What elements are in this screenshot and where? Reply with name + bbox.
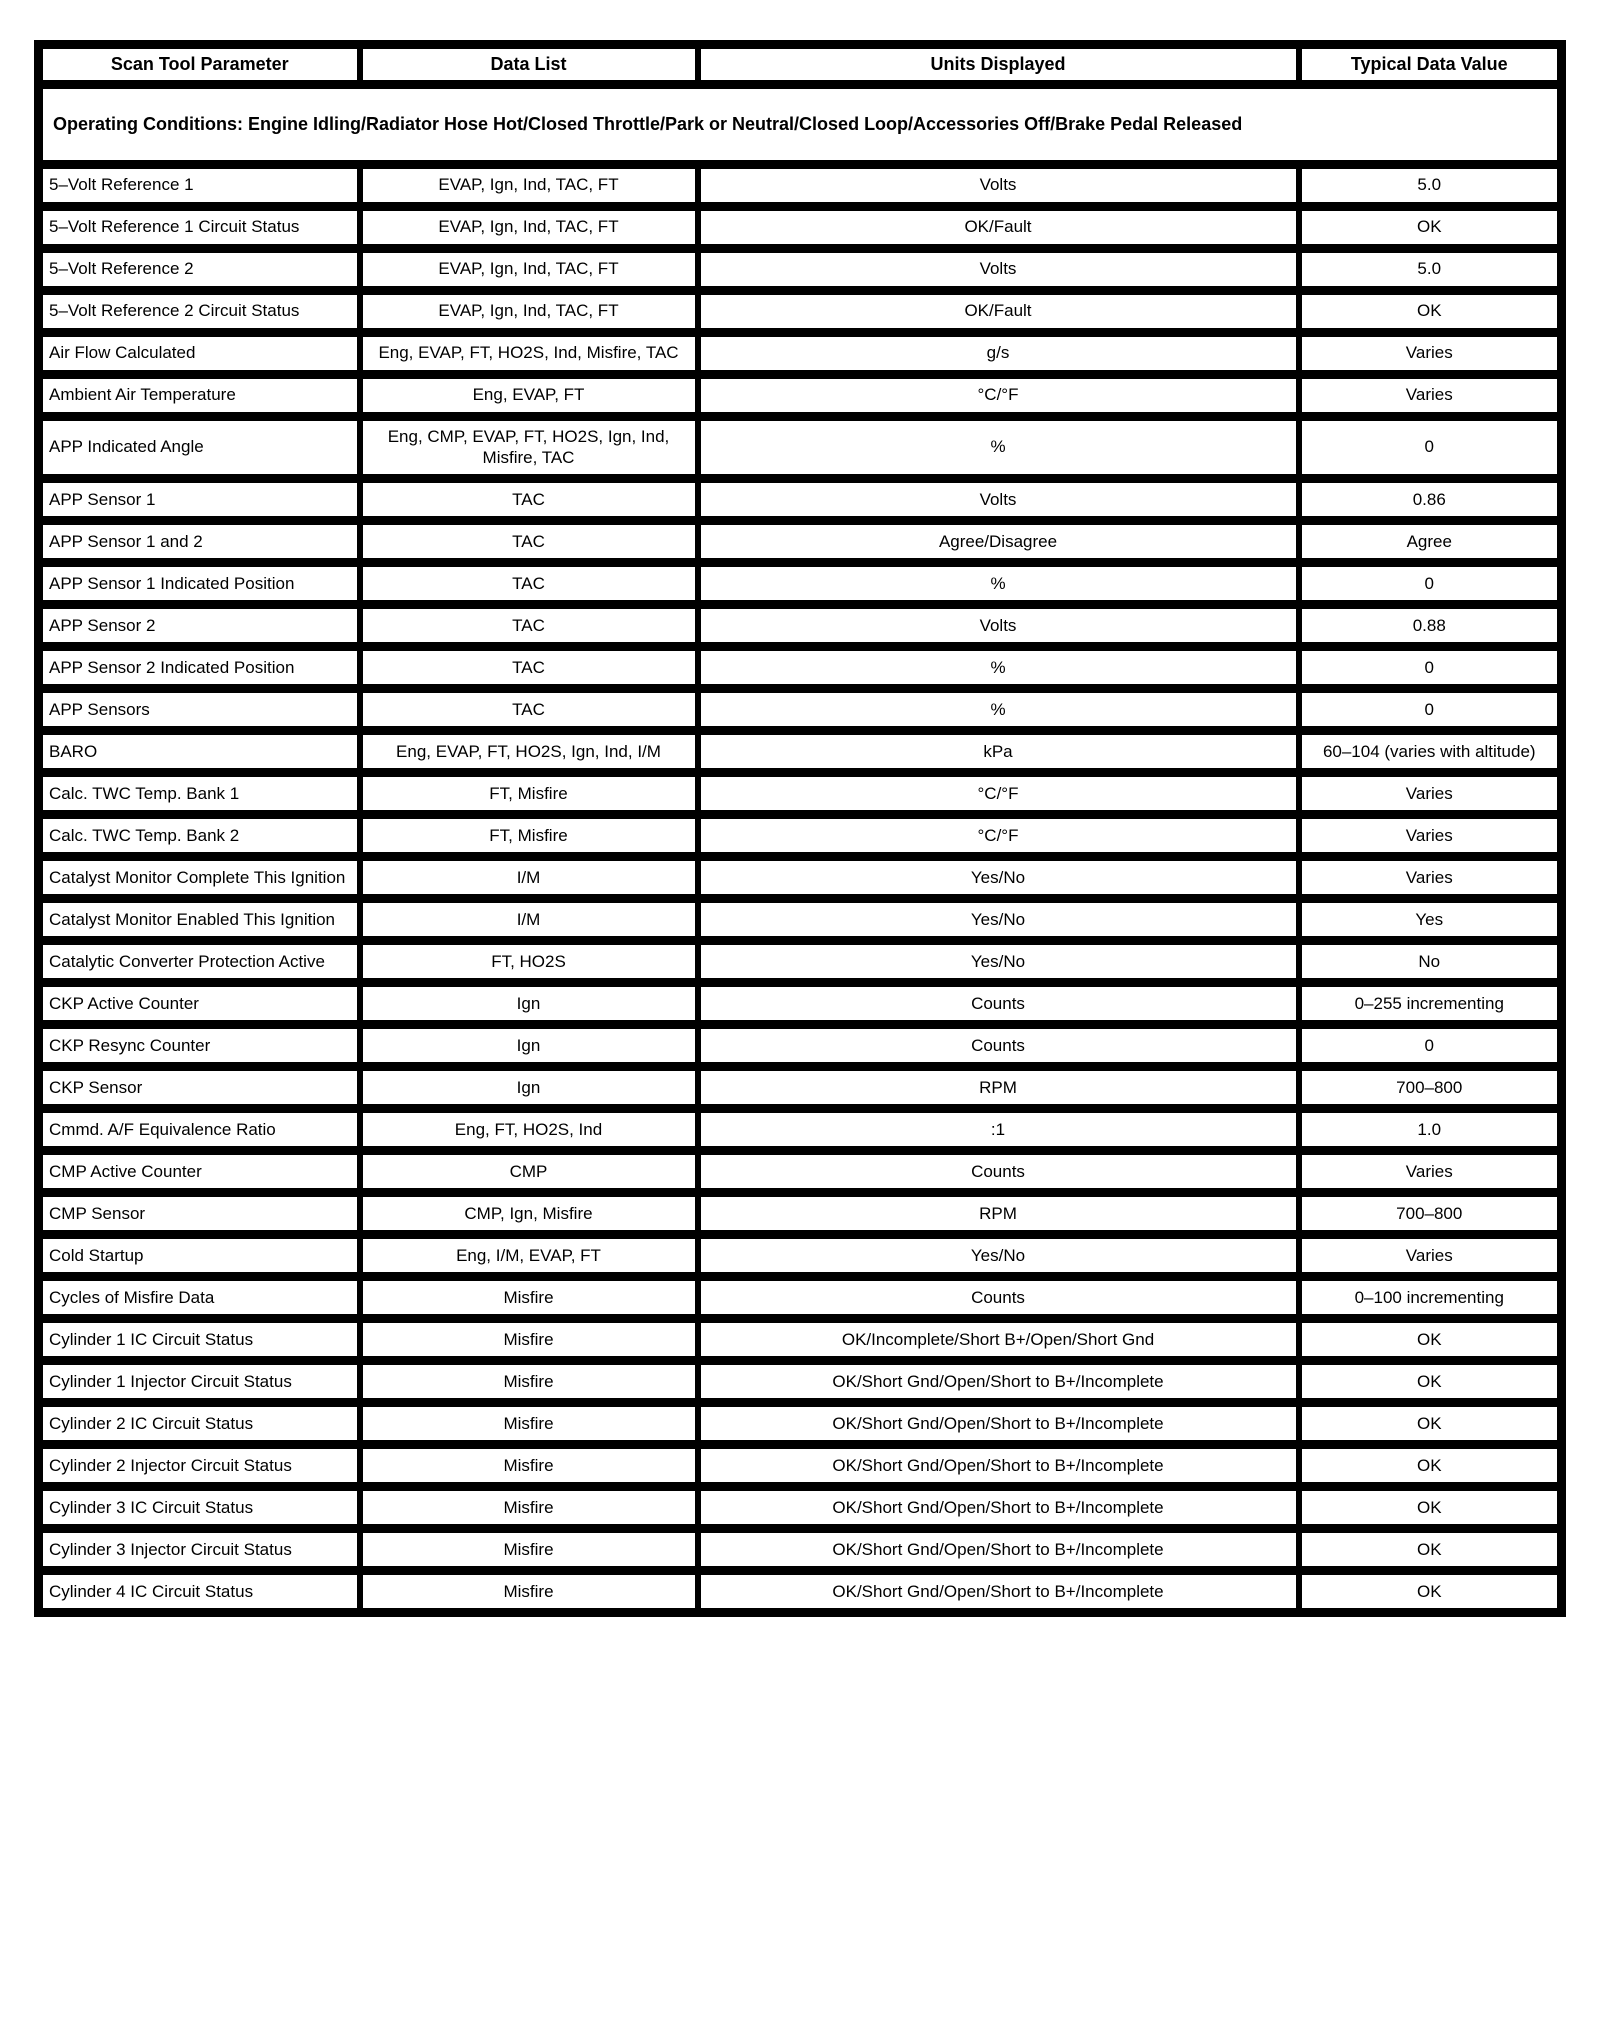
units-cell: OK/Fault — [698, 207, 1299, 249]
table-row — [39, 479, 1562, 521]
value-cell: 60–104 (varies with altitude) — [1299, 731, 1562, 773]
data-list-cell: Misfire — [360, 1445, 698, 1487]
param-cell: APP Sensor 1 and 2 — [39, 521, 360, 563]
table-row — [39, 941, 1562, 983]
table-row — [39, 563, 1562, 605]
value-cell: 0.86 — [1299, 479, 1562, 521]
data-list-cell: EVAP, Ign, Ind, TAC, FT — [360, 291, 698, 333]
scan-tool-data-table — [34, 40, 1566, 1617]
table-row — [39, 815, 1562, 857]
table-row — [39, 1529, 1562, 1571]
value-cell: 700–800 — [1299, 1067, 1562, 1109]
data-list-cell: Eng, FT, HO2S, Ind — [360, 1109, 698, 1151]
table-row — [39, 1193, 1562, 1235]
units-cell: Yes/No — [698, 941, 1299, 983]
value-cell: OK — [1299, 1361, 1562, 1403]
table-row — [39, 1445, 1562, 1487]
table-row — [39, 1109, 1562, 1151]
data-list-cell: Misfire — [360, 1571, 698, 1613]
param-cell: Air Flow Calculated — [39, 333, 360, 375]
table-row — [39, 333, 1562, 375]
data-list-cell: EVAP, Ign, Ind, TAC, FT — [360, 249, 698, 291]
data-list-cell: CMP — [360, 1151, 698, 1193]
units-cell: % — [698, 417, 1299, 479]
value-cell: OK — [1299, 1445, 1562, 1487]
value-cell: Varies — [1299, 1235, 1562, 1277]
table-row — [39, 417, 1562, 479]
value-cell: 5.0 — [1299, 165, 1562, 207]
value-cell: 5.0 — [1299, 249, 1562, 291]
value-cell: OK — [1299, 1403, 1562, 1445]
param-cell: Calc. TWC Temp. Bank 1 — [39, 773, 360, 815]
data-list-cell: Eng, CMP, EVAP, FT, HO2S, Ign, Ind, Misfire, TAC — [360, 417, 698, 479]
table-row — [39, 375, 1562, 417]
table-row — [39, 249, 1562, 291]
units-cell: RPM — [698, 1193, 1299, 1235]
param-cell: Cold Startup — [39, 1235, 360, 1277]
units-cell: °C/°F — [698, 375, 1299, 417]
units-cell: °C/°F — [698, 815, 1299, 857]
data-list-cell: Misfire — [360, 1277, 698, 1319]
value-cell: No — [1299, 941, 1562, 983]
data-list-cell: Misfire — [360, 1361, 698, 1403]
param-cell: Catalytic Converter Protection Active — [39, 941, 360, 983]
units-cell: OK/Short Gnd/Open/Short to B+/Incomplete — [698, 1403, 1299, 1445]
units-cell: OK/Short Gnd/Open/Short to B+/Incomplete — [698, 1445, 1299, 1487]
data-list-cell: Ign — [360, 983, 698, 1025]
units-cell: °C/°F — [698, 773, 1299, 815]
table-row — [39, 773, 1562, 815]
data-list-cell: EVAP, Ign, Ind, TAC, FT — [360, 207, 698, 249]
col-header-data-list: Data List — [360, 45, 698, 85]
data-list-cell: Ign — [360, 1067, 698, 1109]
value-cell: 0 — [1299, 689, 1562, 731]
value-cell: OK — [1299, 291, 1562, 333]
param-cell: 5–Volt Reference 1 — [39, 165, 360, 207]
data-list-cell: TAC — [360, 521, 698, 563]
units-cell: Counts — [698, 1025, 1299, 1067]
units-cell: Yes/No — [698, 899, 1299, 941]
value-cell: Varies — [1299, 333, 1562, 375]
param-cell: Catalyst Monitor Enabled This Ignition — [39, 899, 360, 941]
units-cell: OK/Short Gnd/Open/Short to B+/Incomplete — [698, 1361, 1299, 1403]
value-cell: Yes — [1299, 899, 1562, 941]
param-cell: APP Sensors — [39, 689, 360, 731]
units-cell: Yes/No — [698, 857, 1299, 899]
data-list-cell: TAC — [360, 479, 698, 521]
data-list-cell: Misfire — [360, 1529, 698, 1571]
units-cell: Volts — [698, 605, 1299, 647]
param-cell: CKP Sensor — [39, 1067, 360, 1109]
value-cell: 1.0 — [1299, 1109, 1562, 1151]
table-row — [39, 1403, 1562, 1445]
units-cell: :1 — [698, 1109, 1299, 1151]
data-list-cell: Eng, EVAP, FT, HO2S, Ign, Ind, I/M — [360, 731, 698, 773]
value-cell: 0 — [1299, 1025, 1562, 1067]
value-cell: Varies — [1299, 375, 1562, 417]
units-cell: Counts — [698, 1277, 1299, 1319]
data-list-cell: TAC — [360, 605, 698, 647]
param-cell: 5–Volt Reference 2 Circuit Status — [39, 291, 360, 333]
data-list-cell: TAC — [360, 563, 698, 605]
param-cell: Cylinder 4 IC Circuit Status — [39, 1571, 360, 1613]
param-cell: APP Sensor 2 — [39, 605, 360, 647]
param-cell: 5–Volt Reference 1 Circuit Status — [39, 207, 360, 249]
param-cell: APP Indicated Angle — [39, 417, 360, 479]
value-cell: Varies — [1299, 1151, 1562, 1193]
table-row — [39, 983, 1562, 1025]
data-list-cell: CMP, Ign, Misfire — [360, 1193, 698, 1235]
param-cell: APP Sensor 1 Indicated Position — [39, 563, 360, 605]
data-list-cell: I/M — [360, 857, 698, 899]
param-cell: Catalyst Monitor Complete This Ignition — [39, 857, 360, 899]
value-cell: Agree — [1299, 521, 1562, 563]
table-row — [39, 521, 1562, 563]
value-cell: 0 — [1299, 563, 1562, 605]
param-cell: Calc. TWC Temp. Bank 2 — [39, 815, 360, 857]
table-row — [39, 689, 1562, 731]
units-cell: Volts — [698, 479, 1299, 521]
table-row — [39, 1487, 1562, 1529]
value-cell: 0–255 incrementing — [1299, 983, 1562, 1025]
units-cell: Agree/Disagree — [698, 521, 1299, 563]
value-cell: Varies — [1299, 773, 1562, 815]
value-cell: 0.88 — [1299, 605, 1562, 647]
param-cell: CKP Resync Counter — [39, 1025, 360, 1067]
table-body — [39, 85, 1562, 1613]
param-cell: APP Sensor 1 — [39, 479, 360, 521]
units-cell: kPa — [698, 731, 1299, 773]
value-cell: OK — [1299, 207, 1562, 249]
table-row — [39, 857, 1562, 899]
param-cell: Cylinder 3 Injector Circuit Status — [39, 1529, 360, 1571]
value-cell: OK — [1299, 1529, 1562, 1571]
param-cell: CKP Active Counter — [39, 983, 360, 1025]
data-list-cell: EVAP, Ign, Ind, TAC, FT — [360, 165, 698, 207]
units-cell: % — [698, 563, 1299, 605]
table-header — [39, 45, 1562, 85]
units-cell: OK/Short Gnd/Open/Short to B+/Incomplete — [698, 1529, 1299, 1571]
param-cell: Cylinder 2 IC Circuit Status — [39, 1403, 360, 1445]
table-row — [39, 1571, 1562, 1613]
value-cell: 0 — [1299, 417, 1562, 479]
units-cell: % — [698, 689, 1299, 731]
data-list-cell: Misfire — [360, 1487, 698, 1529]
value-cell: 0–100 incrementing — [1299, 1277, 1562, 1319]
units-cell: OK/Short Gnd/Open/Short to B+/Incomplete — [698, 1571, 1299, 1613]
table-row — [39, 1319, 1562, 1361]
table-row — [39, 207, 1562, 249]
units-cell: Counts — [698, 1151, 1299, 1193]
table-row — [39, 1277, 1562, 1319]
data-list-cell: FT, Misfire — [360, 773, 698, 815]
units-cell: OK/Incomplete/Short B+/Open/Short Gnd — [698, 1319, 1299, 1361]
table-row — [39, 291, 1562, 333]
units-cell: RPM — [698, 1067, 1299, 1109]
header-row — [39, 45, 1562, 85]
units-cell: Yes/No — [698, 1235, 1299, 1277]
data-list-cell: Eng, EVAP, FT — [360, 375, 698, 417]
param-cell: Ambient Air Temperature — [39, 375, 360, 417]
param-cell: Cmmd. A/F Equivalence Ratio — [39, 1109, 360, 1151]
col-header-scan-tool-parameter: Scan Tool Parameter — [39, 45, 360, 85]
table-row — [39, 165, 1562, 207]
units-cell: Counts — [698, 983, 1299, 1025]
data-list-cell: Eng, I/M, EVAP, FT — [360, 1235, 698, 1277]
data-list-cell: I/M — [360, 899, 698, 941]
param-cell: Cylinder 1 IC Circuit Status — [39, 1319, 360, 1361]
data-list-cell: TAC — [360, 689, 698, 731]
param-cell: Cylinder 2 Injector Circuit Status — [39, 1445, 360, 1487]
table-row — [39, 1025, 1562, 1067]
value-cell: Varies — [1299, 857, 1562, 899]
value-cell: OK — [1299, 1319, 1562, 1361]
units-cell: % — [698, 647, 1299, 689]
data-list-cell: Ign — [360, 1025, 698, 1067]
table-row — [39, 605, 1562, 647]
operating-conditions-row — [39, 85, 1562, 165]
data-list-cell: Eng, EVAP, FT, HO2S, Ind, Misfire, TAC — [360, 333, 698, 375]
units-cell: g/s — [698, 333, 1299, 375]
table-row — [39, 1361, 1562, 1403]
units-cell: Volts — [698, 249, 1299, 291]
col-header-units-displayed: Units Displayed — [698, 45, 1299, 85]
value-cell: OK — [1299, 1487, 1562, 1529]
units-cell: OK/Fault — [698, 291, 1299, 333]
value-cell: OK — [1299, 1571, 1562, 1613]
param-cell: Cycles of Misfire Data — [39, 1277, 360, 1319]
param-cell: 5–Volt Reference 2 — [39, 249, 360, 291]
table-row — [39, 731, 1562, 773]
units-cell: OK/Short Gnd/Open/Short to B+/Incomplete — [698, 1487, 1299, 1529]
col-header-typical-data-value: Typical Data Value — [1299, 45, 1562, 85]
param-cell: APP Sensor 2 Indicated Position — [39, 647, 360, 689]
param-cell: Cylinder 1 Injector Circuit Status — [39, 1361, 360, 1403]
data-list-cell: Misfire — [360, 1319, 698, 1361]
table-row — [39, 1151, 1562, 1193]
param-cell: Cylinder 3 IC Circuit Status — [39, 1487, 360, 1529]
value-cell: 700–800 — [1299, 1193, 1562, 1235]
param-cell: BARO — [39, 731, 360, 773]
data-list-cell: TAC — [360, 647, 698, 689]
table-row — [39, 1235, 1562, 1277]
operating-conditions-text: Operating Conditions: Engine Idling/Radiator Hose Hot/Closed Throttle/Park or Neutral/Closed Loop/Accessories Off/Brake Pedal Released — [39, 85, 1562, 165]
table-row — [39, 647, 1562, 689]
param-cell: CMP Active Counter — [39, 1151, 360, 1193]
param-cell: CMP Sensor — [39, 1193, 360, 1235]
table-row — [39, 1067, 1562, 1109]
data-list-cell: FT, HO2S — [360, 941, 698, 983]
value-cell: Varies — [1299, 815, 1562, 857]
units-cell: Volts — [698, 165, 1299, 207]
data-list-cell: Misfire — [360, 1403, 698, 1445]
data-list-cell: FT, Misfire — [360, 815, 698, 857]
value-cell: 0 — [1299, 647, 1562, 689]
table-row — [39, 899, 1562, 941]
